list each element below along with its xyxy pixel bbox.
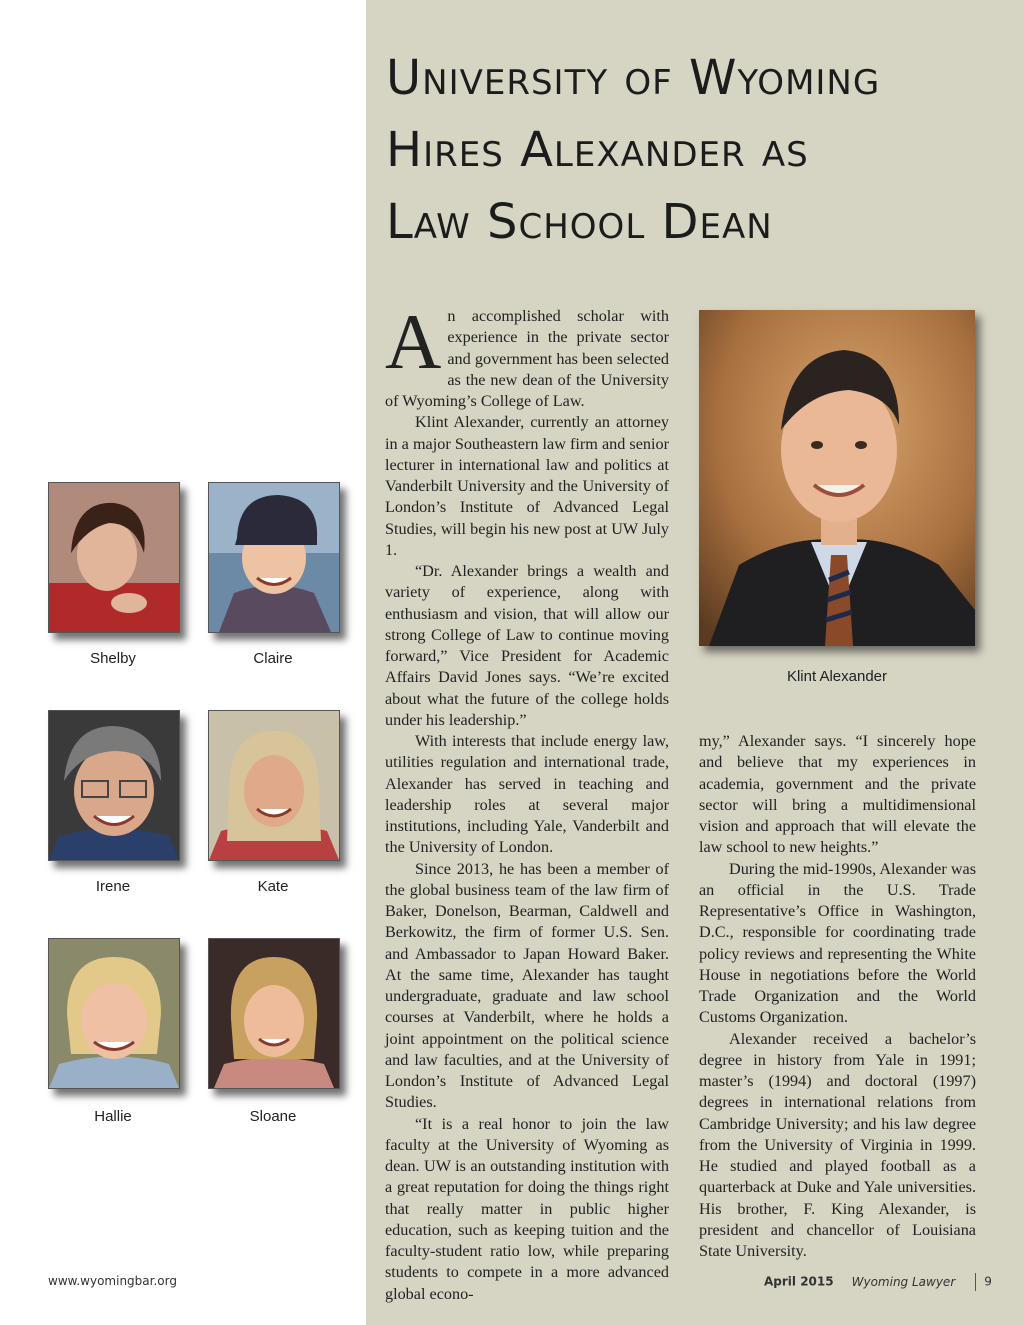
article-column-2 — [699, 731, 976, 1262]
article-paragraph — [385, 298, 669, 412]
thumbnail-caption: Kate — [257, 878, 289, 895]
article-paragraph: Since 2013, he has been a member of the global business team of the law firm of Baker, Donelson, Bearman, Caldwell and Berkowitz, the firm of former U.S. Sen. and Ambassador to Japan Howard Baker. At the same time, Alexander has taught undergraduate, graduate and law school courses at Vanderbilt, where he holds a joint appointment on the political science and law faculties, and at the University of London’s Institute of Advanced Legal Studies. — [385, 859, 669, 1112]
thumbnail-photo-kate — [208, 710, 340, 861]
thumbnail-caption: Sloane — [249, 1108, 297, 1125]
article-paragraph: Klint Alexander, currently an attorney in a major Southeastern law firm and senior lecturer in international law and politics at Vanderbilt University and the University of London’s Institute of Advanced Legal Studies, will begin his new post at UW July 1. — [385, 413, 669, 559]
footer-divider — [975, 1273, 976, 1291]
article-paragraph: During the mid-1990s, Alexander was an official in the U.S. Trade Representative’s Office in Washington, D.C., responsible for coordinating trade policy reviews and representing the White House in negotiations before the World Trade Organization and the World Customs Organization. — [699, 859, 976, 1027]
thumbnail-photo-shelby — [48, 482, 180, 633]
website-url: www.wyomingbar.org — [48, 1274, 177, 1288]
page-footer — [764, 1273, 992, 1291]
klint-alexander-photo — [699, 310, 975, 646]
headline-line: University of Wyoming — [386, 50, 881, 106]
article-paragraph: “Dr. Alexander brings a wealth and variety of experience, along with enthusiasm and vision, that will allow our strong College of Law to continue moving forward,” Vice President for Academic Affairs David Jones says. “We’re excited about what the future of the college holds under his leadership.” — [385, 562, 669, 729]
article-paragraph: my,” Alexander says. “I sincerely hope and believe that my experiences in academia, government and the private sector will bring a multidimensional vision and approach that will elevate the law school to new heights.” — [699, 732, 976, 857]
article-paragraph: With interests that include energy law, utilities regulation and international trade, Alexander has served in teaching and leadership roles at several major institutions, including Yale, Vanderbilt and the University of London. — [385, 732, 669, 857]
thumbnail-photo-sloane — [208, 938, 340, 1089]
article-column-1 — [385, 298, 669, 1305]
headline-line: Hires Alexander as — [386, 122, 809, 178]
page-number: 9 — [984, 1274, 992, 1289]
drop-cap: A — [385, 298, 442, 385]
headline-line: Law School Dean — [386, 194, 773, 250]
headline — [386, 42, 1006, 258]
thumbnail-photo-claire — [208, 482, 340, 633]
thumbnail-photo-hallie — [48, 938, 180, 1089]
thumbnail-caption: Claire — [253, 650, 293, 667]
thumbnail-photo-irene — [48, 710, 180, 861]
article-paragraph: “It is a real honor to join the law faculty at the University of Wyoming as dean. UW is an outstanding institution with a great reputation for doing the things right that really matter in public higher education, such as keeping tuition and the faculty-student ratio low, while preparing students to compete in a more advanced global econo- — [385, 1114, 669, 1303]
issue-date: April 2015 — [764, 1274, 834, 1289]
article-paragraph: Alexander received a bachelor’s degree in history from Yale in 1991; master’s (1994) and doctoral (1997) degrees in international relations from Cambridge University; and his law degree from the University of Virginia in 1999. He studied and played football as a quarterback at Duke and Yale universities. His brother, F. King Alexander, is president and chancellor of Louisiana State University. — [699, 1029, 976, 1260]
thumbnail-caption: Hallie — [94, 1108, 132, 1125]
magazine-name: Wyoming Lawyer — [851, 1274, 956, 1289]
photo-caption: Klint Alexander — [786, 668, 888, 685]
paragraph-text: n accomplished scholar with experience in the private sector and government has been selected as the new dean of the University of Wyoming’s College of Law. — [385, 307, 669, 410]
thumbnail-caption: Shelby — [90, 650, 136, 667]
thumbnail-caption: Irene — [95, 878, 131, 895]
